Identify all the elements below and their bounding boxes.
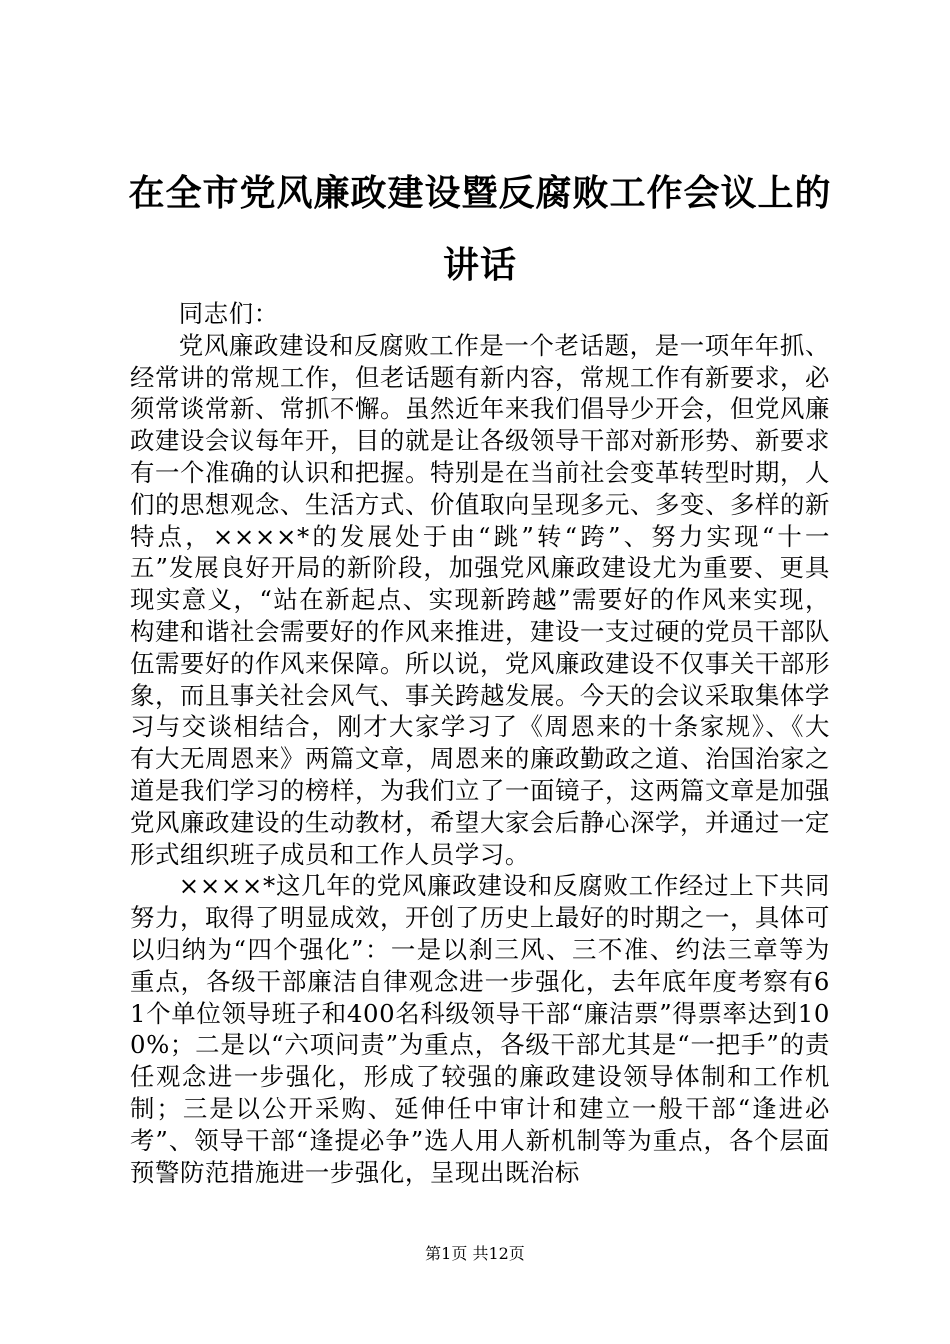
greeting: 同志们： — [178, 299, 279, 328]
document-title: 在全市党风廉政建设暨反腐败工作会议上的讲话 — [128, 173, 832, 286]
paragraph-1: 党风廉政建设和反腐败工作是一个老话题，是一项年年抓、经常讲的常规工作，但老话题有新内容，常规工作有新要求，必须常谈常新、常抓不懈。虽然近年来我们倡导少开会，但党风廉政建设会议每年开，目的就是让各级领导干部对新形势、新要求有一个准确的认识和把握。特别是在当前社会变革转型时期，人们的思想观念、生活方式、价值取向呈现多元、多变、多样的新特点，××××*的发展处于由“跳”转“跨”、努力实现“十一五”发展良好开局的新阶段，加强党风廉政建设尤为重要、更具现实意义，“站在新起点、实现新跨越”需要好的作风来实现，构建和谐社会需要好的作风来推进，建设一支过硬的党员干部队伍需要好的作风来保障。所以说，党风廉政建设不仅事关干部形象，而且事关社会风气、事关跨越发展。今天的会议采取集体学习与交谈相结合，刚才大家学习了《周恩来的十条家规》、《大有大无周恩来》两篇文章，周恩来的廉政勤政之道、治国治家之道是我们学习的榜样，为我们立了一面镜子，这两篇文章是加强党风廉政建设的生动教材，希望大家会后静心深学，并通过一定形式组织班子成员和工作人员学习。 — [130, 330, 830, 869]
document-body — [130, 298, 830, 1188]
paragraph-2: ××××*这几年的党风廉政建设和反腐败工作经过上下共同努力，取得了明显成效，开创了历史上最好的时期之一，具体可以归纳为“四个强化”：一是以刹三风、三不准、约法三章等为重点，各级干部廉洁自律观念进一步强化，去年底年度考察有61个单位领导班子和400名科级领导干部“廉洁票”得票率达到100%；二是以“六项问责”为重点，各级干部尤其是“一把手”的责任观念进一步强化，形成了较强的廉政建设领导体制和工作机制；三是以公开采购、延伸任中审计和建立一般干部“逢进必考”、领导干部“逢提必争”选人用人新机制等为重点，各个层面预警防范措施进一步强化，呈现出既治标 — [130, 871, 830, 1187]
page-footer: 第1页 共12页 — [425, 1244, 525, 1263]
